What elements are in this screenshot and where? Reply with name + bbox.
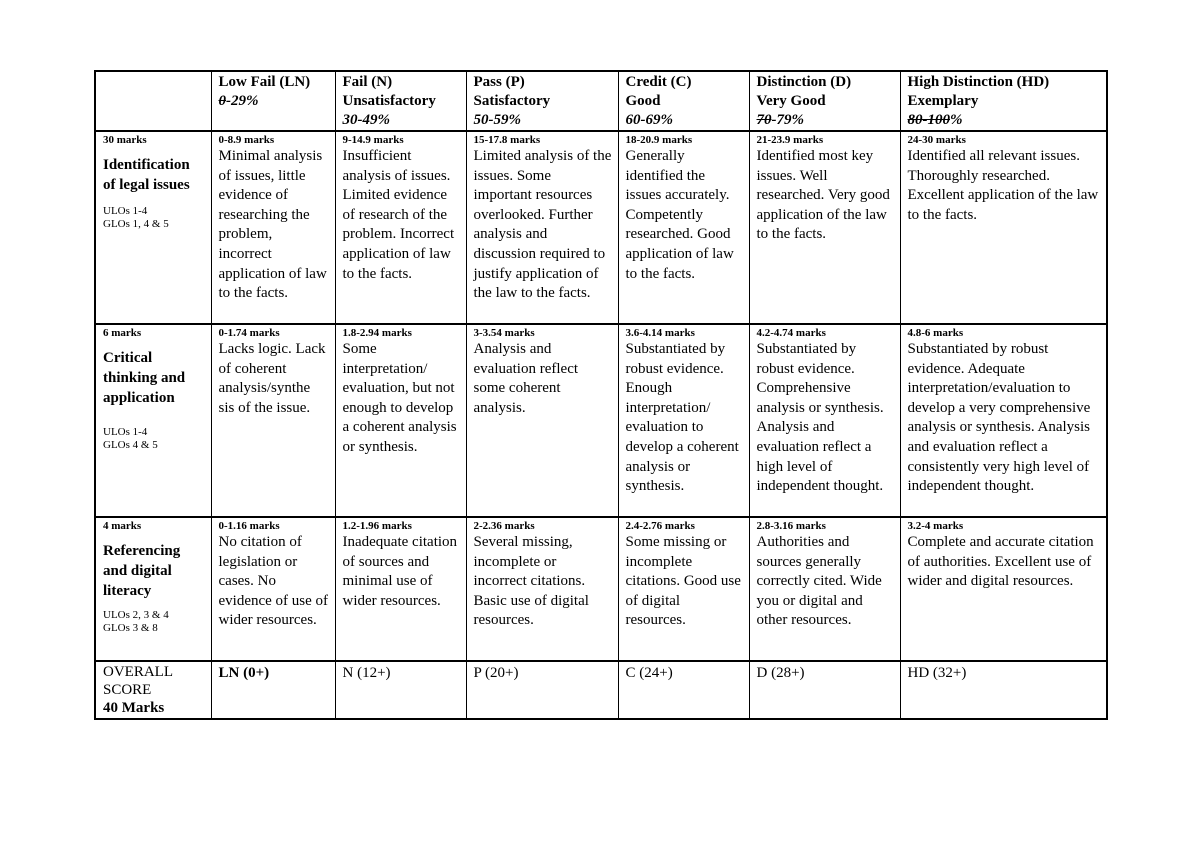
level-label: Low Fail (LN) bbox=[218, 74, 311, 90]
overall-score-row bbox=[95, 661, 1107, 719]
descriptor-text: Minimal analysis of issues, little evidence of researching the problem, incorrect application of law to the facts. bbox=[218, 148, 327, 302]
level-percent: 80-100% bbox=[907, 112, 963, 128]
criterion-cell bbox=[95, 324, 211, 517]
criterion-name: Critical thinking and application bbox=[103, 350, 186, 406]
descriptor-cell-d bbox=[749, 517, 900, 661]
descriptor-cell-c bbox=[618, 131, 749, 324]
descriptor-cell-ln bbox=[211, 131, 335, 324]
mark-range: 21-23.9 marks bbox=[756, 134, 824, 146]
descriptor-text: Some interpretation/ evaluation, but not enough to develop a coherent analysis or synthesis. bbox=[342, 341, 457, 455]
descriptor-text: Substantiated by robust evidence. Comprehensive analysis or synthesis. Analysis and evaluation reflect a high level of independent thought. bbox=[756, 341, 884, 495]
mark-range: 1.8-2.94 marks bbox=[342, 327, 412, 339]
score-threshold: P (20+) bbox=[473, 665, 519, 681]
mark-range: 1.2-1.96 marks bbox=[342, 520, 412, 532]
mark-range: 3-3.54 marks bbox=[473, 327, 535, 339]
descriptor-cell-p bbox=[466, 131, 618, 324]
overall-score-label-cell bbox=[95, 661, 211, 719]
descriptor-cell-n bbox=[335, 324, 466, 517]
criterion-outcomes: ULOs 2, 3 & 4 GLOs 3 & 8 bbox=[103, 609, 169, 634]
mark-range: 15-17.8 marks bbox=[473, 134, 541, 146]
descriptor-text: Lacks logic. Lack of coherent analysis/synthe sis of the issue. bbox=[218, 341, 326, 416]
score-threshold: LN (0+) bbox=[218, 665, 270, 681]
criterion-outcomes: ULOs 1-4 GLOs 1, 4 & 5 bbox=[103, 205, 169, 230]
level-label: Fail (N) bbox=[342, 74, 393, 90]
mark-range: 4.2-4.74 marks bbox=[756, 327, 826, 339]
descriptor-text: Complete and accurate citation of authorities. Excellent use of wider and digital resources. bbox=[907, 534, 1094, 590]
descriptor-cell-n bbox=[335, 517, 466, 661]
descriptor-cell-hd bbox=[900, 131, 1107, 324]
descriptor-cell-n bbox=[335, 131, 466, 324]
header-level-d bbox=[749, 71, 900, 131]
overall-score-p bbox=[466, 661, 618, 719]
overall-label: OVERALL bbox=[103, 664, 173, 680]
descriptor-cell-hd bbox=[900, 324, 1107, 517]
overall-score-n bbox=[335, 661, 466, 719]
descriptor-text: Several missing, incomplete or incorrect citations. Basic use of digital resources. bbox=[473, 534, 589, 629]
marking-rubric-table bbox=[94, 70, 1108, 720]
descriptor-text: Inadequate citation of sources and minimal use of wider resources. bbox=[342, 534, 458, 609]
mark-range: 2-2.36 marks bbox=[473, 520, 535, 532]
descriptor-cell-hd bbox=[900, 517, 1107, 661]
criterion-name: Identification of legal issues bbox=[103, 157, 190, 193]
score-threshold: D (28+) bbox=[756, 665, 805, 681]
overall-score-c bbox=[618, 661, 749, 719]
score-threshold: HD (32+) bbox=[907, 665, 967, 681]
mark-range: 3.6-4.14 marks bbox=[625, 327, 695, 339]
descriptor-text: Substantiated by robust evidence. Adequate interpretation/evaluation to develop a very comprehensive analysis or synthesis. Analysis and evaluation reflect a consistently very high level of independent thought. bbox=[907, 341, 1091, 495]
criterion-row-referencing bbox=[95, 517, 1107, 661]
criterion-marks: 6 marks bbox=[103, 327, 142, 339]
descriptor-text: Authorities and sources generally correctly cited. Wide you or digital and other resources. bbox=[756, 534, 882, 629]
descriptor-cell-p bbox=[466, 324, 618, 517]
criterion-marks: 4 marks bbox=[103, 520, 142, 532]
descriptor-text: Insufficient analysis of issues. Limited evidence of research of the problem. Incorrect application of law to the facts. bbox=[342, 148, 455, 282]
descriptor-text: Generally identified the issues accurately. Competently researched. Good application of law to the facts. bbox=[625, 148, 734, 282]
header-level-c bbox=[618, 71, 749, 131]
level-percent: 0-29% bbox=[218, 93, 259, 109]
descriptor-text: Identified all relevant issues. Thoroughly researched. Excellent application of the law to the facts. bbox=[907, 148, 1099, 223]
descriptor-text: Analysis and evaluation reflect some coherent analysis. bbox=[473, 341, 579, 416]
mark-range: 0-8.9 marks bbox=[218, 134, 275, 146]
header-level-ln bbox=[211, 71, 335, 131]
level-subtitle: Good bbox=[625, 93, 661, 109]
mark-range: 2.4-2.76 marks bbox=[625, 520, 695, 532]
criterion-cell bbox=[95, 131, 211, 324]
level-percent: 30-49% bbox=[342, 112, 390, 128]
descriptor-cell-ln bbox=[211, 517, 335, 661]
criterion-cell bbox=[95, 517, 211, 661]
score-threshold: C (24+) bbox=[625, 665, 673, 681]
level-label: Credit (C) bbox=[625, 74, 692, 90]
header-level-hd bbox=[900, 71, 1107, 131]
level-percent: 50-59% bbox=[473, 112, 521, 128]
criterion-marks: 30 marks bbox=[103, 134, 147, 146]
overall-score-d bbox=[749, 661, 900, 719]
mark-range: 3.2-4 marks bbox=[907, 520, 964, 532]
descriptor-text: Substantiated by robust evidence. Enough interpretation/ evaluation to develop a coherent analysis or synthesis. bbox=[625, 341, 739, 495]
overall-label: SCORE bbox=[103, 682, 152, 698]
level-percent: 70-79% bbox=[756, 112, 804, 128]
header-row bbox=[95, 71, 1107, 131]
overall-total-marks: 40 Marks bbox=[103, 700, 165, 716]
level-subtitle: Satisfactory bbox=[473, 93, 551, 109]
overall-score-hd bbox=[900, 661, 1107, 719]
descriptor-cell-d bbox=[749, 324, 900, 517]
criterion-name: Referencing and digital literacy bbox=[103, 543, 181, 599]
descriptor-cell-c bbox=[618, 324, 749, 517]
descriptor-cell-ln bbox=[211, 324, 335, 517]
level-subtitle: Unsatisfactory bbox=[342, 93, 436, 109]
mark-range: 0-1.74 marks bbox=[218, 327, 280, 339]
level-label: High Distinction (HD) bbox=[907, 74, 1050, 90]
criterion-row-critical-thinking bbox=[95, 324, 1107, 517]
descriptor-cell-c bbox=[618, 517, 749, 661]
criterion-outcomes: ULOs 1-4 GLOs 4 & 5 bbox=[103, 426, 158, 451]
header-level-p bbox=[466, 71, 618, 131]
mark-range: 18-20.9 marks bbox=[625, 134, 693, 146]
descriptor-text: Limited analysis of the issues. Some important resources overlooked. Further analysis and discussion required to justify application of the law to the facts. bbox=[473, 148, 612, 302]
level-label: Distinction (D) bbox=[756, 74, 852, 90]
mark-range: 4.8-6 marks bbox=[907, 327, 964, 339]
overall-score-ln bbox=[211, 661, 335, 719]
level-subtitle: Very Good bbox=[756, 93, 826, 109]
mark-range: 9-14.9 marks bbox=[342, 134, 404, 146]
mark-range: 0-1.16 marks bbox=[218, 520, 280, 532]
descriptor-text: No citation of legislation or cases. No evidence of use of wider resources. bbox=[218, 534, 329, 629]
level-percent: 60-69% bbox=[625, 112, 673, 128]
score-threshold: N (12+) bbox=[342, 665, 391, 681]
descriptor-text: Some missing or incomplete citations. Good use of digital resources. bbox=[625, 534, 741, 629]
criterion-row-identification bbox=[95, 131, 1107, 324]
descriptor-text: Identified most key issues. Well researched. Very good application of the law to the facts. bbox=[756, 148, 890, 243]
mark-range: 24-30 marks bbox=[907, 134, 966, 146]
descriptor-cell-p bbox=[466, 517, 618, 661]
level-subtitle: Exemplary bbox=[907, 93, 979, 109]
level-label: Pass (P) bbox=[473, 74, 525, 90]
header-level-n bbox=[335, 71, 466, 131]
descriptor-cell-d bbox=[749, 131, 900, 324]
header-corner-cell bbox=[95, 71, 211, 131]
mark-range: 2.8-3.16 marks bbox=[756, 520, 826, 532]
